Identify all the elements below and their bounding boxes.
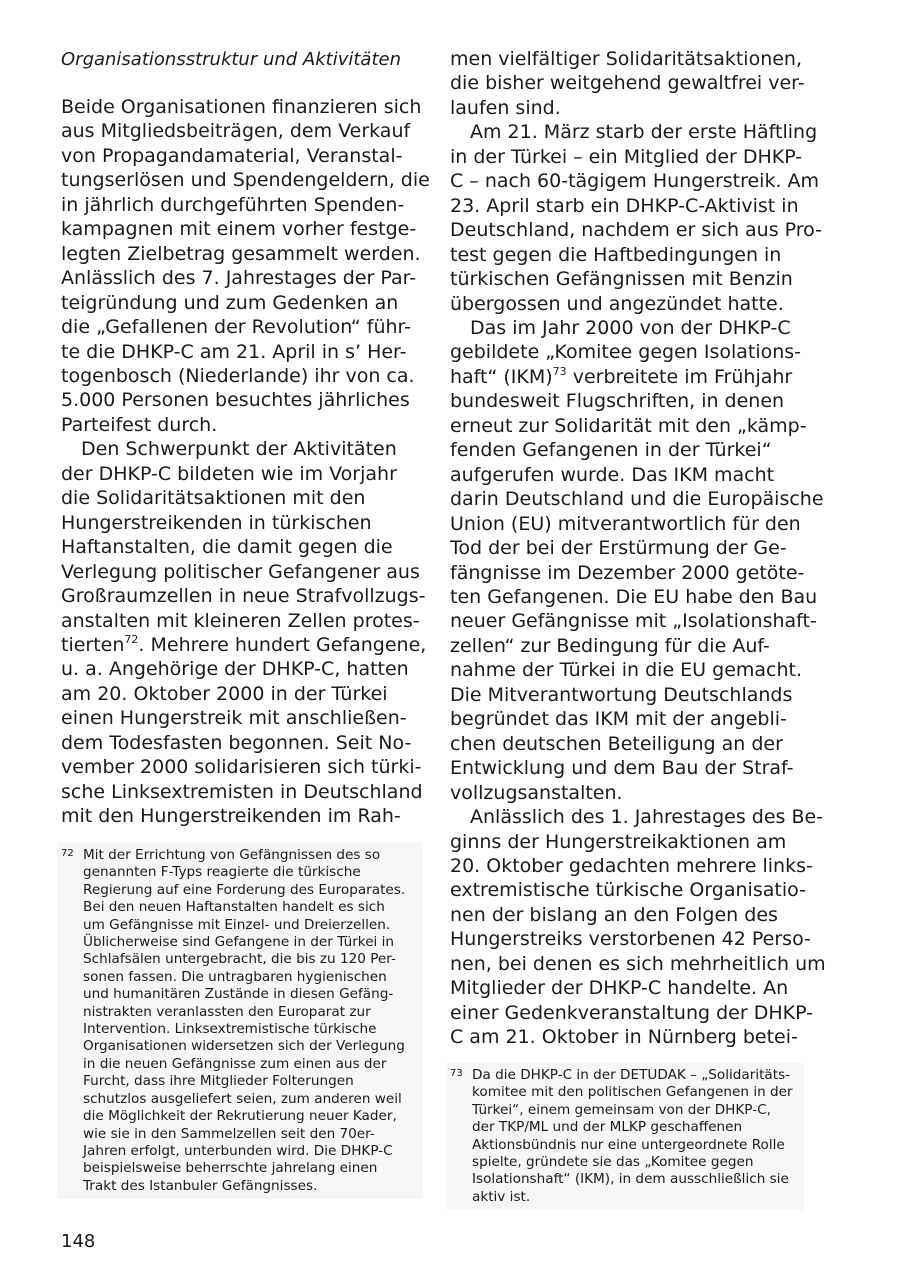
text-line: Den Schwerpunkt der Aktivitäten	[81, 438, 397, 461]
footnote-line: genannten F-Typs reagierte die türkische	[83, 864, 361, 881]
text-line: 5.000 Personen besuchtes jährliches	[61, 389, 410, 412]
text-line: Großraumzellen in neue Strafvollzugs-	[61, 585, 426, 608]
footnote-line: Schlafsälen untergebracht, die bis zu 120 Per-	[83, 951, 396, 968]
text-line: Tod der bei der Erstürmung der Ge-	[450, 537, 787, 560]
footnote-line: nistrakten veranlassten den Europarat zur	[83, 1003, 371, 1020]
text-line: Deutschland, nachdem er sich aus Pro-	[450, 219, 822, 242]
text-line: test gegen die Haftbedingungen in	[450, 243, 782, 266]
footnote-reference[interactable]: 73	[552, 364, 567, 378]
footnote-line: komitee mit den politischen Gefangenen in der	[472, 1084, 793, 1101]
text-line: C am 21. Oktober in Nürnberg betei-	[450, 1026, 798, 1049]
text-line: türkischen Gefängnissen mit Benzin	[450, 268, 793, 291]
footnote-number: 73	[450, 1068, 463, 1079]
footnote-line: Jahren erfolgt, unterbunden wird. Die DHKP-C	[83, 1142, 393, 1159]
text-line: C – nach 60-tägigem Hungerstreik. Am	[450, 170, 820, 193]
text-line: Parteifest durch.	[61, 413, 218, 436]
left-body-text	[61, 95, 430, 829]
text-line: u. a. Angehörige der DHKP-C, hatten	[61, 658, 409, 681]
text-line: Haftanstalten, die damit gegen die	[61, 536, 393, 559]
footnote-line: schutzlos ausgeliefert seien, zum anderen weil	[83, 1090, 402, 1107]
text-line: Union (EU) mitverantwortlich für den	[450, 512, 801, 535]
footnote-72	[57, 843, 423, 1199]
footnote-line: die Möglichkeit der Rekrutierung neuer Kader,	[83, 1108, 397, 1125]
text-line: chen deutschen Beteiligung an der	[450, 732, 783, 755]
footnote-line: 72 Mit der Errichtung von Gefängnissen des so	[61, 847, 381, 863]
text-line: laufen sind.	[450, 96, 561, 119]
footnote-line: spielte, gründete sie das „Komitee gegen	[472, 1154, 754, 1171]
text-line: te die DHKP-C am 21. April in s’ Her-	[61, 340, 407, 363]
text-line: dem Todesfasten begonnen. Seit No-	[61, 731, 412, 754]
text-line: gebildete „Komitee gegen Isolations-	[450, 341, 802, 364]
text-line: mit den Hungerstreikenden im Rah-	[61, 805, 401, 828]
text-line: vember 2000 solidarisieren sich türki-	[61, 756, 422, 779]
text-line	[450, 365, 826, 389]
text-line-part: haft“ (IKM)	[450, 365, 553, 388]
footnote-line: sonen fassen. Die untragbaren hygienischen	[83, 968, 387, 985]
footnote-line: und humanitären Zustände in diesen Gefäng-	[83, 986, 394, 1003]
footnote-line: Organisationen widersetzen sich der Verlegung	[83, 1038, 405, 1055]
footnote-73	[446, 1063, 804, 1210]
text-line: Hungerstreikenden in türkischen	[61, 511, 372, 534]
text-line: erneut zur Solidarität mit den „kämp-	[450, 414, 807, 437]
text-line: Das im Jahr 2000 von der DHKP-C	[470, 316, 791, 339]
text-line: nahme der Türkei in die EU gemacht.	[450, 659, 803, 682]
footnote-line: der TKP/ML und der MLKP geschaffenen	[472, 1119, 743, 1136]
text-line: in jährlich durchgeführten Spenden-	[61, 193, 405, 216]
footnote-line: beispielsweise beherrschte jahrelang einen	[83, 1160, 378, 1177]
text-line: Entwicklung und dem Bau der Straf-	[450, 757, 794, 780]
text-line: bundesweit Flugschriften, in denen	[450, 390, 785, 413]
footnote-line: Bei den neuen Haftanstalten handelt es sich	[83, 899, 385, 916]
text-line: einen Hungerstreik mit anschließen-	[61, 707, 407, 730]
footnote-line: Trakt des Istanbuler Gefängnisses.	[83, 1177, 318, 1194]
footnote-line: aktiv ist.	[472, 1188, 531, 1205]
right-body-text	[450, 47, 826, 1050]
text-line-part: verbreitete im Frühjahr	[572, 365, 793, 388]
text-line: extremistische türkische Organisatio-	[450, 879, 806, 902]
text-line: tungserlösen und Spendengeldern, die	[61, 169, 430, 192]
text-line: tierten$^{72}$. Mehrere hundert Gefangene,	[61, 632, 427, 656]
text-line: zellen“ zur Bedingung für die Auf-	[450, 634, 770, 657]
text-line: men vielfältiger Solidaritätsaktionen,	[450, 48, 803, 70]
text-line: einer Gedenkveranstaltung der DHKP-	[450, 1001, 813, 1024]
text-line: Die Mitverantwortung Deutschlands	[450, 683, 793, 706]
text-line: in der Türkei – ein Mitglied der DHKP-	[450, 145, 803, 168]
text-line-part: tierten	[61, 633, 125, 656]
footnote-line: Üblicherweise sind Gefangene in der Türkei in	[83, 934, 395, 951]
text-line: togenbosch (Niederlande) ihr von ca.	[61, 364, 415, 387]
text-line: ten Gefangenen. Die EU habe den Bau	[450, 585, 818, 608]
text-line: die bisher weitgehend gewaltfrei ver-	[450, 72, 805, 95]
text-line: teigründung und zum Gedenken an	[61, 291, 399, 314]
footnote-line: Isolationshaft“ (IKM), in dem ausschließlich sie	[472, 1171, 789, 1188]
footnote-reference[interactable]: 72	[124, 632, 139, 646]
footnote-line: Intervention. Linksextremistische türkische	[83, 1021, 377, 1038]
text-line: neuer Gefängnisse mit „Isolationshaft-	[450, 610, 817, 633]
text-line: sche Linksextremisten in Deutschland	[61, 780, 423, 803]
footnote-line: Aktionsbündnis nur eine untergeordnete Rolle	[472, 1136, 785, 1153]
text-line: 23. April starb ein DHKP-C-Aktivist in	[450, 194, 799, 217]
footnote-line: in die neuen Gefängnisse zum einen aus der	[83, 1055, 387, 1072]
text-line: Anlässlich des 1. Jahrestages des Be-	[470, 806, 824, 829]
text-line: darin Deutschland und die Europäische	[450, 488, 824, 511]
text-line: anstalten mit kleineren Zellen protes-	[61, 609, 420, 632]
section-heading: Organisationsstruktur und Aktivitäten	[61, 49, 401, 70]
text-line: ginns der Hungerstreikaktionen am	[450, 830, 787, 853]
text-line: der DHKP-C bildeten wie im Vorjahr	[61, 462, 397, 485]
footnote-line: Furcht, dass ihre Mitglieder Folterungen	[83, 1073, 354, 1090]
text-line: legten Zielbetrag gesammelt werden.	[61, 242, 421, 265]
text-line: Verlegung politischer Gefangener aus	[61, 560, 420, 583]
text-line: von Propagandamaterial, Veranstal-	[61, 144, 403, 167]
text-line: die Solidaritätsaktionen mit den	[61, 487, 366, 510]
footnote-line: um Gefängnisse mit Einzel- und Dreierzellen.	[83, 916, 391, 933]
text-line: aufgerufen wurde. Das IKM macht	[450, 463, 775, 486]
footnote-line: wie sie in den Sammelzellen seit den 70er-	[83, 1125, 375, 1142]
footnote-number: 72	[61, 848, 74, 859]
page-number: 148	[61, 1231, 96, 1252]
text-line: kampagnen mit einem vorher festge-	[61, 218, 417, 241]
text-line-part: Mehrere hundert Gefangene,	[150, 633, 427, 656]
text-line: übergossen und angezündet hatte.	[450, 292, 784, 315]
text-line: fängnisse im Dezember 2000 getöte-	[450, 561, 805, 584]
text-line: Am 21. März starb der erste Häftling	[470, 121, 818, 144]
text-line: 20. Oktober gedachten mehrere links-	[450, 854, 813, 877]
text-line: nen der bislang an den Folgen des	[450, 903, 778, 926]
text-line: begründet das IKM mit der angebli-	[450, 708, 787, 731]
text-line: vollzugsanstalten.	[450, 781, 623, 804]
text-line: Mitglieder der DHKP-C handelte. An	[450, 977, 789, 1000]
footnote-line: Regierung auf eine Forderung des Europarates.	[83, 881, 406, 898]
text-line: die „Gefallenen der Revolution“ führ-	[61, 316, 411, 339]
text-line: Anlässlich des 7. Jahrestages der Par-	[61, 267, 417, 290]
text-line: Beide Organisationen finanzieren sich	[61, 96, 422, 118]
text-line: Hungerstreiks verstorbenen 42 Perso-	[450, 928, 811, 951]
text-line: nen, bei denen es sich mehrheitlich um	[450, 952, 826, 975]
text-line: fenden Gefangenen in der Türkei“	[450, 439, 772, 462]
text-line: am 20. Oktober 2000 in der Türkei	[61, 682, 388, 705]
footnote-line: Türkei“, einem gemeinsam von der DHKP-C,	[472, 1101, 771, 1118]
footnote-line: 73 Da die DHKP-C in der DETUDAK – „Solidaritäts-	[450, 1067, 791, 1083]
text-line: aus Mitgliedsbeiträgen, dem Verkauf	[61, 120, 411, 143]
